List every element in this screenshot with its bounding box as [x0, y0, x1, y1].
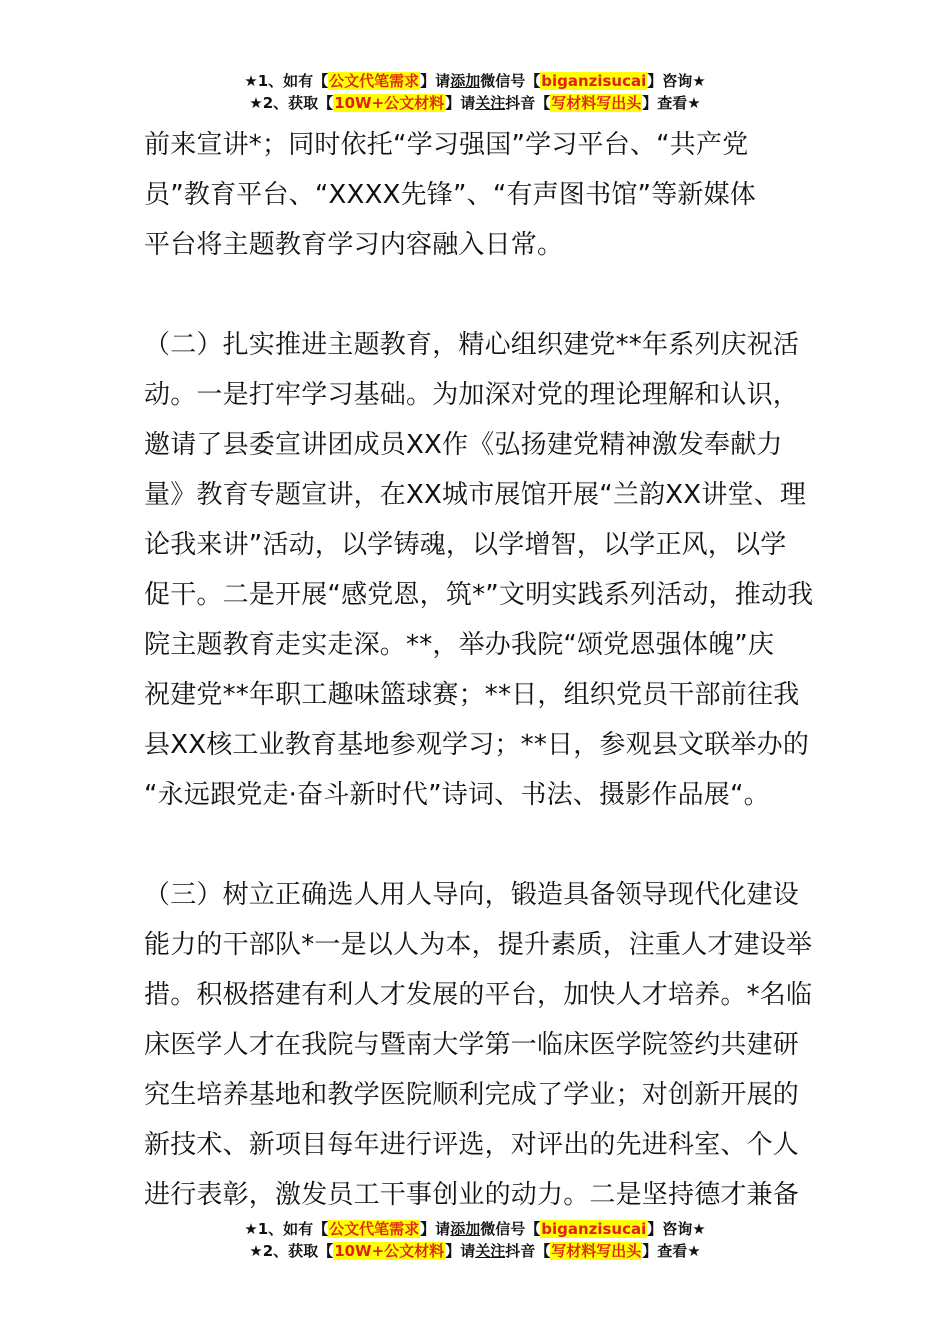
- paragraph-2: [144, 320, 812, 820]
- text-line: （三）树立正确选人用人导向，锻造具备领导现代化建设: [144, 880, 800, 910]
- text-line: 措。积极搭建有利人才发展的平台，加快人才培养。*名临: [144, 980, 813, 1010]
- banner-highlight: biganzisucai: [541, 72, 647, 90]
- text-line: 能力的干部队*一是以人为本，提升素质，注重人才建设举: [144, 930, 813, 960]
- banner-highlight: 写材料写出头: [551, 94, 642, 112]
- text-line: 员”教育平台、“XXXX先锋”、“有声图书馆”等新媒体: [144, 180, 756, 210]
- text-line: 新技术、新项目每年进行评选，对评出的先进科室、个人: [144, 1130, 800, 1160]
- text-line: 县XX核工业教育基地参观学习；**日，参观县文联举办的: [144, 730, 810, 760]
- banner-highlight: 写材料写出头: [551, 1242, 642, 1260]
- banner-row-2: ★2、获取【10W+公文材料】请关注抖音【写材料写出头】查看★: [249, 94, 701, 112]
- banner-row-2: ★2、获取【10W+公文材料】请关注抖音【写材料写出头】查看★: [249, 1242, 701, 1260]
- text-line: 论我来讲”活动，以学铸魂，以学增智，以学正风，以学: [144, 530, 787, 560]
- text-line: 前来宣讲*；同时依托“学习强国”学习平台、“共产党: [144, 130, 749, 160]
- text-line: 床医学人才在我院与暨南大学第一临床医学院签约共建研: [144, 1030, 800, 1060]
- text-line: 动。一是打牢学习基础。为加深对党的理论理解和认识，: [144, 380, 800, 410]
- text-line: 促干。二是开展“感党恩，筑*”文明实践系列活动，推动我: [144, 580, 814, 610]
- text-line: 院主题教育走实走深。**，举办我院“颂党恩强体魄”庆: [144, 630, 775, 660]
- banner-highlight: 10W+公文材料: [334, 1242, 445, 1260]
- text-line: 祝建党**年职工趣味篮球赛；**日，组织党员干部前往我: [144, 680, 800, 710]
- header-banner: [0, 70, 950, 114]
- paragraph-gap: [144, 270, 812, 320]
- banner-row-1: ★1、如有【公文代笔需求】请添加微信号【biganzisucai】咨询★: [244, 72, 706, 90]
- text-line: 进行表彰，激发员工干事创业的动力。二是坚持德才兼备: [144, 1180, 800, 1210]
- text-line: “永远跟党走·奋斗新时代”诗词、书法、摄影作品展“。: [144, 780, 770, 810]
- text-line: 邀请了县委宣讲团成员XX作《弘扬建党精神激发奉献力: [144, 430, 783, 460]
- banner-row-1: ★1、如有【公文代笔需求】请添加微信号【biganzisucai】咨询★: [244, 1220, 706, 1238]
- banner-highlight: biganzisucai: [541, 1220, 647, 1238]
- document-body: [144, 120, 812, 1220]
- banner-highlight: 公文代笔需求: [329, 1220, 420, 1238]
- text-line: 平台将主题教育学习内容融入日常。: [144, 230, 564, 260]
- paragraph-gap: [144, 820, 812, 870]
- text-line: 究生培养基地和教学医院顺利完成了学业；对创新开展的: [144, 1080, 800, 1110]
- banner-highlight: 公文代笔需求: [329, 72, 420, 90]
- footer-banner: [0, 1218, 950, 1262]
- paragraph-1: [144, 120, 812, 270]
- paragraph-3: [144, 870, 812, 1220]
- text-line: （二）扎实推进主题教育，精心组织建党**年系列庆祝活: [144, 330, 800, 360]
- banner-highlight: 10W+公文材料: [334, 94, 445, 112]
- text-line: 量》教育专题宣讲，在XX城市展馆开展“兰韵XX讲堂、理: [144, 480, 807, 510]
